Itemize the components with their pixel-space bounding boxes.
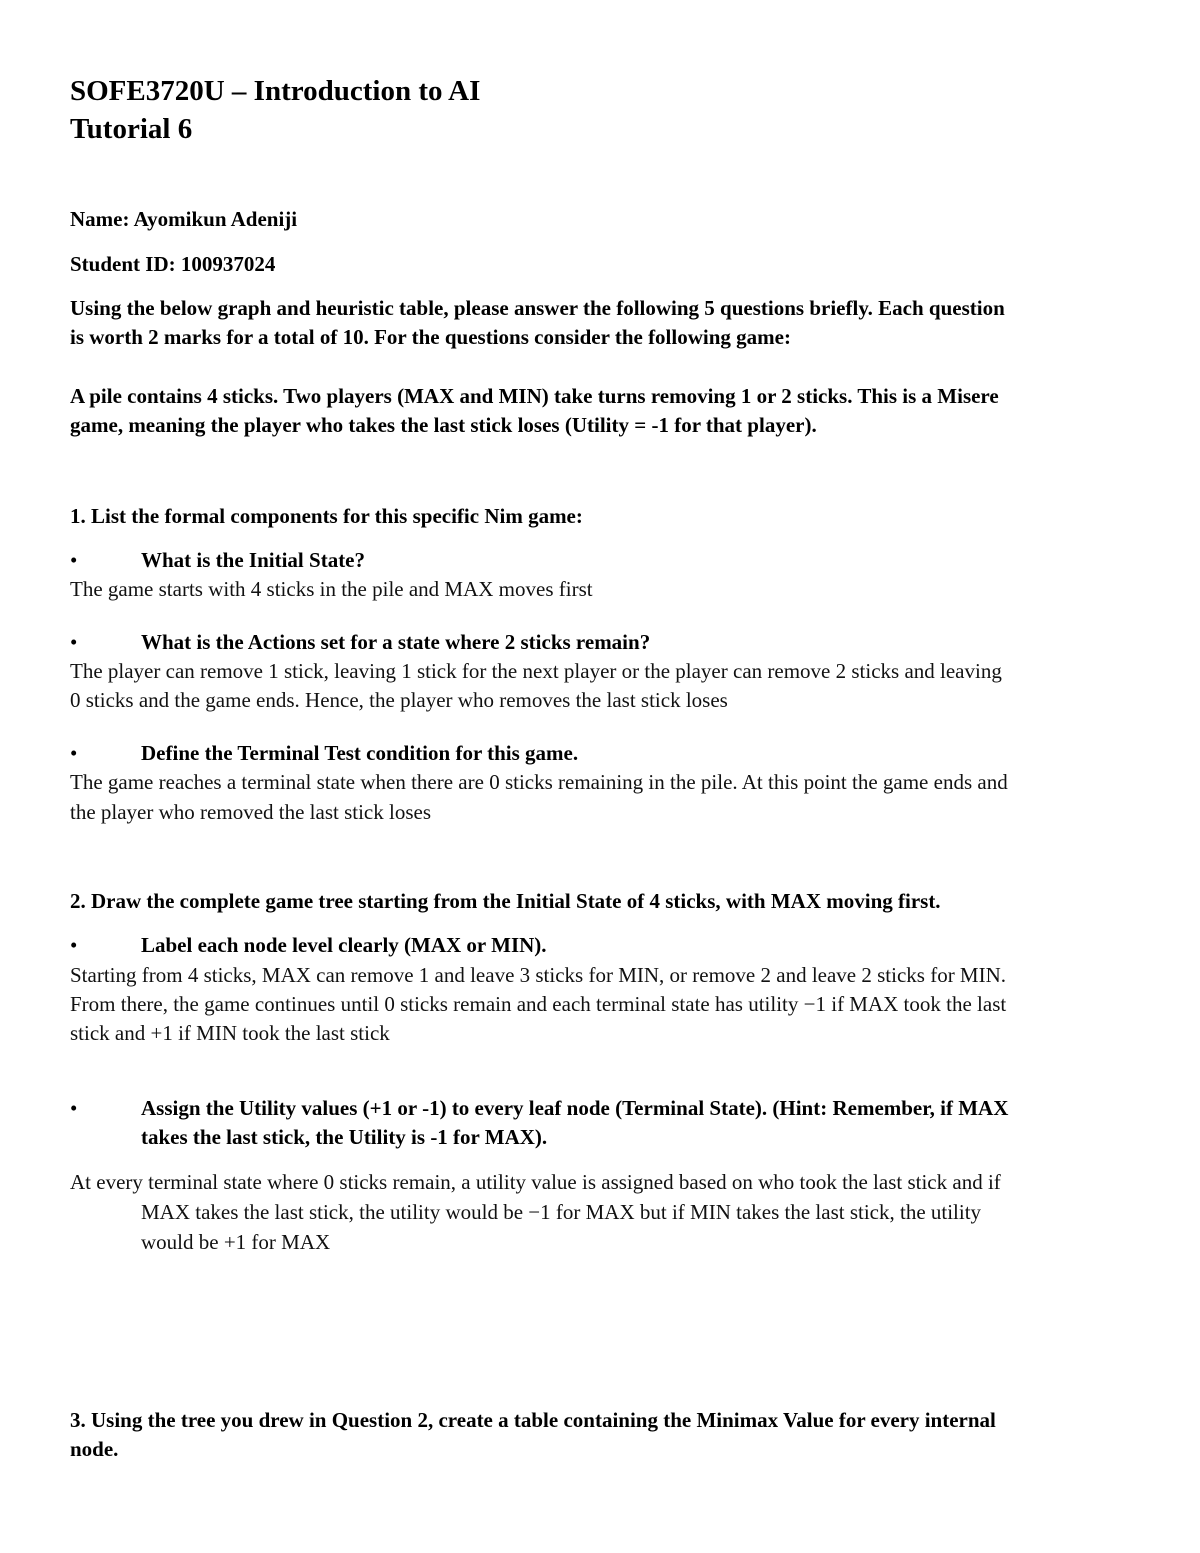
q2-label-levels-question: Label each node level clearly (MAX or MIN). xyxy=(141,933,547,957)
q2-utility-question-line-2: takes the last stick, the Utility is -1 for MAX). xyxy=(141,1125,548,1149)
q2-label-levels-answer-line-3: stick and +1 if MIN took the last stick xyxy=(70,1021,390,1045)
game-description-line-1: A pile contains 4 sticks. Two players (MAX and MIN) take turns removing 1 or 2 sticks. This is a Misere xyxy=(70,384,999,408)
q1-terminal-test-answer-line-1: The game reaches a terminal state when there are 0 sticks remaining in the pile. At this point the game ends and xyxy=(70,770,1008,794)
q1-initial-state-answer: The game starts with 4 sticks in the pile and MAX moves first xyxy=(70,577,593,601)
q1-terminal-test-question: Define the Terminal Test condition for this game. xyxy=(141,741,579,765)
bullet-icon: • xyxy=(70,548,78,572)
q1-initial-state-question: What is the Initial State? xyxy=(141,548,366,572)
question-3-heading-line-2: node. xyxy=(70,1437,119,1461)
q1-terminal-test-answer-line-2: the player who removed the last stick loses xyxy=(70,800,431,824)
instructions-line-2: is worth 2 marks for a total of 10. For the questions consider the following game: xyxy=(70,325,791,349)
bullet-icon: • xyxy=(70,630,78,654)
q2-label-levels-answer-line-2: From there, the game continues until 0 sticks remain and each terminal state has utility −1 if MAX took the last xyxy=(70,992,1007,1016)
q2-label-levels-answer-line-1: Starting from 4 sticks, MAX can remove 1 and leave 3 sticks for MIN, or remove 2 and leave 2 sticks for MIN. xyxy=(70,963,1007,987)
bullet-icon: • xyxy=(70,741,78,765)
instructions-line-1: Using the below graph and heuristic table, please answer the following 5 questions briefly. Each question xyxy=(70,296,1005,320)
q2-utility-answer-line-2: MAX takes the last stick, the utility would be −1 for MAX but if MIN takes the last stick, the utility xyxy=(141,1200,982,1224)
bullet-icon: • xyxy=(70,1096,78,1120)
question-3-heading-line-1: 3. Using the tree you drew in Question 2, create a table containing the Minimax Value for every internal xyxy=(70,1408,996,1432)
q2-utility-answer-line-3: would be +1 for MAX xyxy=(141,1230,331,1254)
q2-utility-answer xyxy=(70,1167,1130,1257)
q2-utility-answer-line-1: At every terminal state where 0 sticks remain, a utility value is assigned based on who took the last stick and if xyxy=(70,1170,1001,1194)
question-1-heading: 1. List the formal components for this specific Nim game: xyxy=(70,504,583,528)
bullet-icon: • xyxy=(70,933,78,957)
tutorial-title: Tutorial 6 xyxy=(70,113,193,145)
student-name: Name: Ayomikun Adeniji xyxy=(70,207,298,231)
game-description-line-2: game, meaning the player who takes the last stick loses (Utility = -1 for that player). xyxy=(70,413,817,437)
course-title: SOFE3720U – Introduction to AI xyxy=(70,75,481,107)
q2-utility-question-line-1: Assign the Utility values (+1 or -1) to every leaf node (Terminal State). (Hint: Remember, if MAX xyxy=(141,1096,1009,1120)
q1-actions-answer-line-2: 0 sticks and the game ends. Hence, the player who removes the last stick loses xyxy=(70,688,728,712)
question-2-heading: 2. Draw the complete game tree starting from the Initial State of 4 sticks, with MAX moving first. xyxy=(70,889,941,913)
q1-actions-answer-line-1: The player can remove 1 stick, leaving 1 stick for the next player or the player can remove 2 sticks and leaving xyxy=(70,659,1002,683)
student-id: Student ID: 100937024 xyxy=(70,252,276,276)
q1-actions-question: What is the Actions set for a state where 2 sticks remain? xyxy=(141,630,651,654)
